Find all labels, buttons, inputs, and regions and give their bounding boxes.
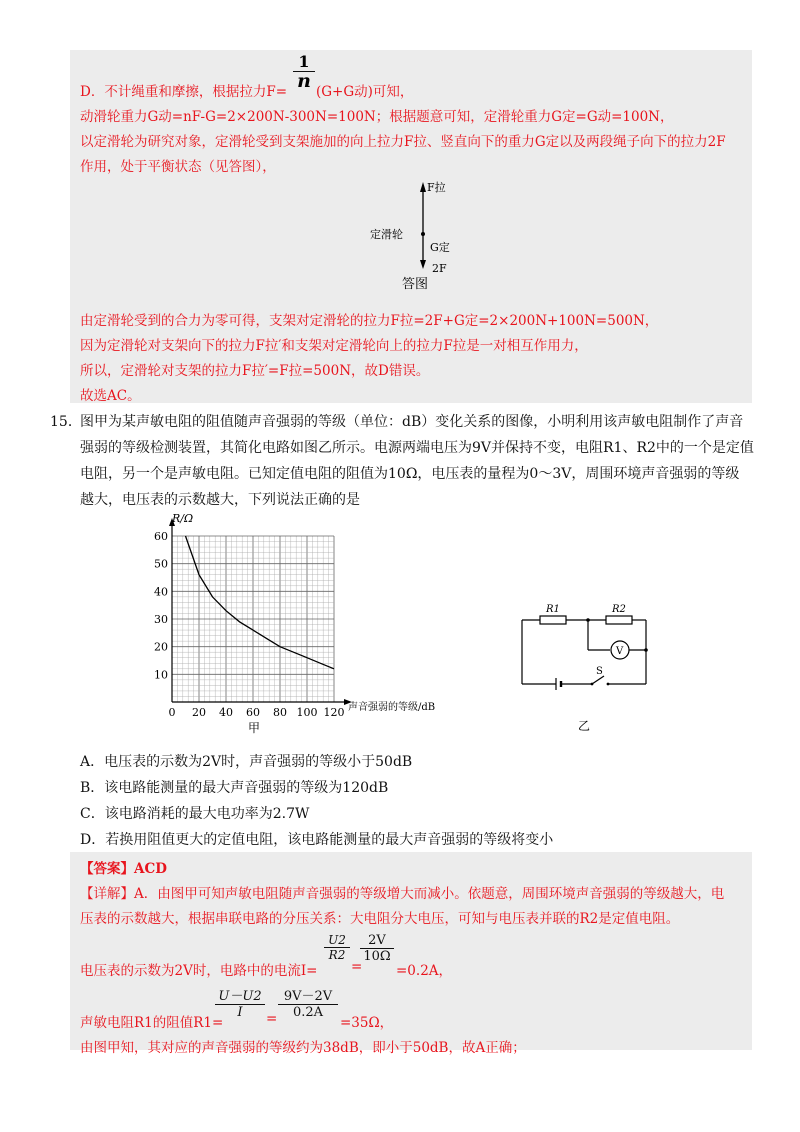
option-d: D．若换用阻值更大的定值电阻，该电路能测量的最大声音强弱的等级将变小 — [80, 832, 554, 848]
figure-caption: 答图 — [402, 277, 429, 292]
x-tick-label: 80 — [273, 706, 287, 719]
frac1-den: R2 — [328, 948, 346, 962]
force-diagram — [360, 178, 460, 296]
fraction-one-over-n — [293, 52, 315, 90]
detail-line-2: 压表的示数越大，根据串联电路的分压关系：大电阻分大电压，可知与电压表并联的R2是定值电阻。 — [80, 911, 680, 927]
resistor-r1 — [540, 616, 566, 624]
x-tick-label: 0 — [168, 706, 176, 719]
x-tick-label: 120 — [323, 706, 345, 719]
frac3-num: U－U2 — [218, 989, 262, 1004]
fraction-2v-10ohm — [360, 933, 394, 964]
frac4-num: 9V－2V — [283, 989, 333, 1004]
part-d-line4: 作用，处于平衡状态（见答图）， — [80, 159, 276, 175]
r1-prefix: 声敏电阻R1的阻值R1= — [80, 1015, 224, 1031]
question-stem-4: 越大，电压表的示数越大，下列说法正确的是 — [80, 492, 360, 508]
chart-grid — [172, 536, 334, 702]
x-tick-label: 20 — [192, 706, 206, 719]
eq1: = — [351, 959, 363, 975]
frac4-den: 0.2A — [292, 1005, 324, 1020]
switch-s — [592, 676, 604, 684]
part-d-line8: 故选AC。 — [80, 388, 141, 404]
option-a: A．电压表的示数为2V时，声音强弱的等级小于50dB — [80, 754, 413, 770]
y-tick-label: 20 — [154, 640, 168, 654]
part-d-line2: 动滑轮重力G动=nF-G=2×200N-300N=100N；根据题意可知，定滑轮重力G定=G动=100N， — [80, 109, 674, 125]
part-d-line1: D．不计绳重和摩擦，根据拉力F= — [80, 84, 288, 100]
r2-label: R2 — [612, 604, 626, 615]
question-stem-2: 强弱的等级检测装置，其简化电路如图乙所示。电源两端电压为9V并保持不变，电阻R1、R2中的一个是定值 — [80, 440, 754, 456]
pulley-label: 定滑轮 — [370, 228, 403, 241]
figure-b-caption: 乙 — [578, 719, 591, 733]
fraction-u2-r2 — [324, 933, 350, 962]
part-d-line1-tail: (G+G动)可知， — [316, 84, 414, 100]
x-tick-label: 60 — [246, 706, 260, 719]
chart-axes — [169, 518, 352, 705]
question-stem-1: 图甲为某声敏电阻的阻值随声音强弱的等级（单位：dB）变化关系的图像，小明利用该声敏电阻制作了声音 — [80, 414, 744, 430]
current-prefix: 电压表的示数为2V时，电路中的电流I= — [80, 963, 318, 979]
fraction-numerator: 1 — [298, 52, 310, 71]
option-c: C．该电路消耗的最大电功率为2.7W — [80, 806, 310, 822]
part-d-line3: 以定滑轮为研究对象，定滑轮受到支架施加的向上拉力F拉、竖直向下的重力G定以及两段绳子向下的拉力2F — [80, 134, 726, 150]
y-tick-label: 60 — [154, 530, 168, 543]
x-axis-label: 声音强弱的等级/dB — [348, 702, 436, 713]
frac2-num: 2V — [368, 933, 386, 948]
frac3-den: I — [237, 1005, 243, 1020]
pulley-point — [421, 232, 425, 236]
resistor-r2 — [606, 616, 632, 624]
x-tick-label: 40 — [219, 706, 233, 719]
r1-tail: =35Ω， — [340, 1015, 394, 1031]
option-b: B．该电路能测量的最大声音强弱的等级为120dB — [80, 780, 389, 796]
frac1-num: U2 — [328, 933, 346, 947]
arrow-down — [420, 260, 426, 269]
y-tick-label: 10 — [154, 668, 168, 682]
r1-label: R1 — [546, 604, 560, 615]
part-d-line5: 由定滑轮受到的合力为零可得，支架对定滑轮的拉力F拉=2F+G定=2×200N+100N=500N， — [80, 313, 659, 329]
voltmeter-label: V — [616, 646, 624, 657]
y-tick-label: 50 — [154, 557, 168, 571]
current-tail: =0.2A， — [396, 963, 453, 979]
y-tick-label: 40 — [154, 585, 168, 599]
force-f-label: F拉 — [427, 181, 446, 194]
question-stem-3: 电阻，另一个是声敏电阻。已知定值电阻的阻值为10Ω，电压表的量程为0～3V，周围环境声音强弱的等级 — [80, 466, 740, 482]
x-tick-label: 100 — [296, 706, 318, 719]
force-2f-label: 2F — [432, 262, 447, 275]
question-number: 15． — [50, 414, 82, 430]
detail-last: 由图甲知，其对应的声音强弱的等级约为38dB，即小于50dB，故A正确； — [80, 1040, 526, 1056]
fraction-7v-over-0-2a — [278, 985, 338, 1020]
fraction-u-minus-u2-over-i — [215, 985, 265, 1020]
frac2-den: 10Ω — [363, 949, 391, 964]
y-tick-label: 30 — [154, 613, 168, 626]
circuit-diagram — [510, 598, 660, 734]
part-d-line6: 因为定滑轮对支架向下的拉力F拉′和支架对定滑轮向上的拉力F拉是一对相互作用力， — [80, 338, 588, 354]
eq2: = — [266, 1011, 278, 1027]
answer-label: 【答案】ACD — [80, 861, 167, 877]
part-d-line7: 所以，定滑轮对支架的拉力F拉′=F拉=500N，故D错误。 — [80, 363, 430, 379]
switch-label: S — [596, 666, 603, 677]
y-axis-label: R/Ω — [172, 512, 194, 525]
resistance-chart — [140, 510, 470, 735]
detail-line-1: 【详解】A．由图甲可知声敏电阻随声音强弱的等级增大而减小。依题意，周围环境声音强弱的等级越大，电 — [80, 886, 725, 902]
force-g-label: G定 — [430, 241, 450, 254]
fraction-denominator: n — [297, 70, 311, 92]
arrow-up — [420, 182, 426, 192]
figure-a-caption: 甲 — [248, 721, 261, 735]
